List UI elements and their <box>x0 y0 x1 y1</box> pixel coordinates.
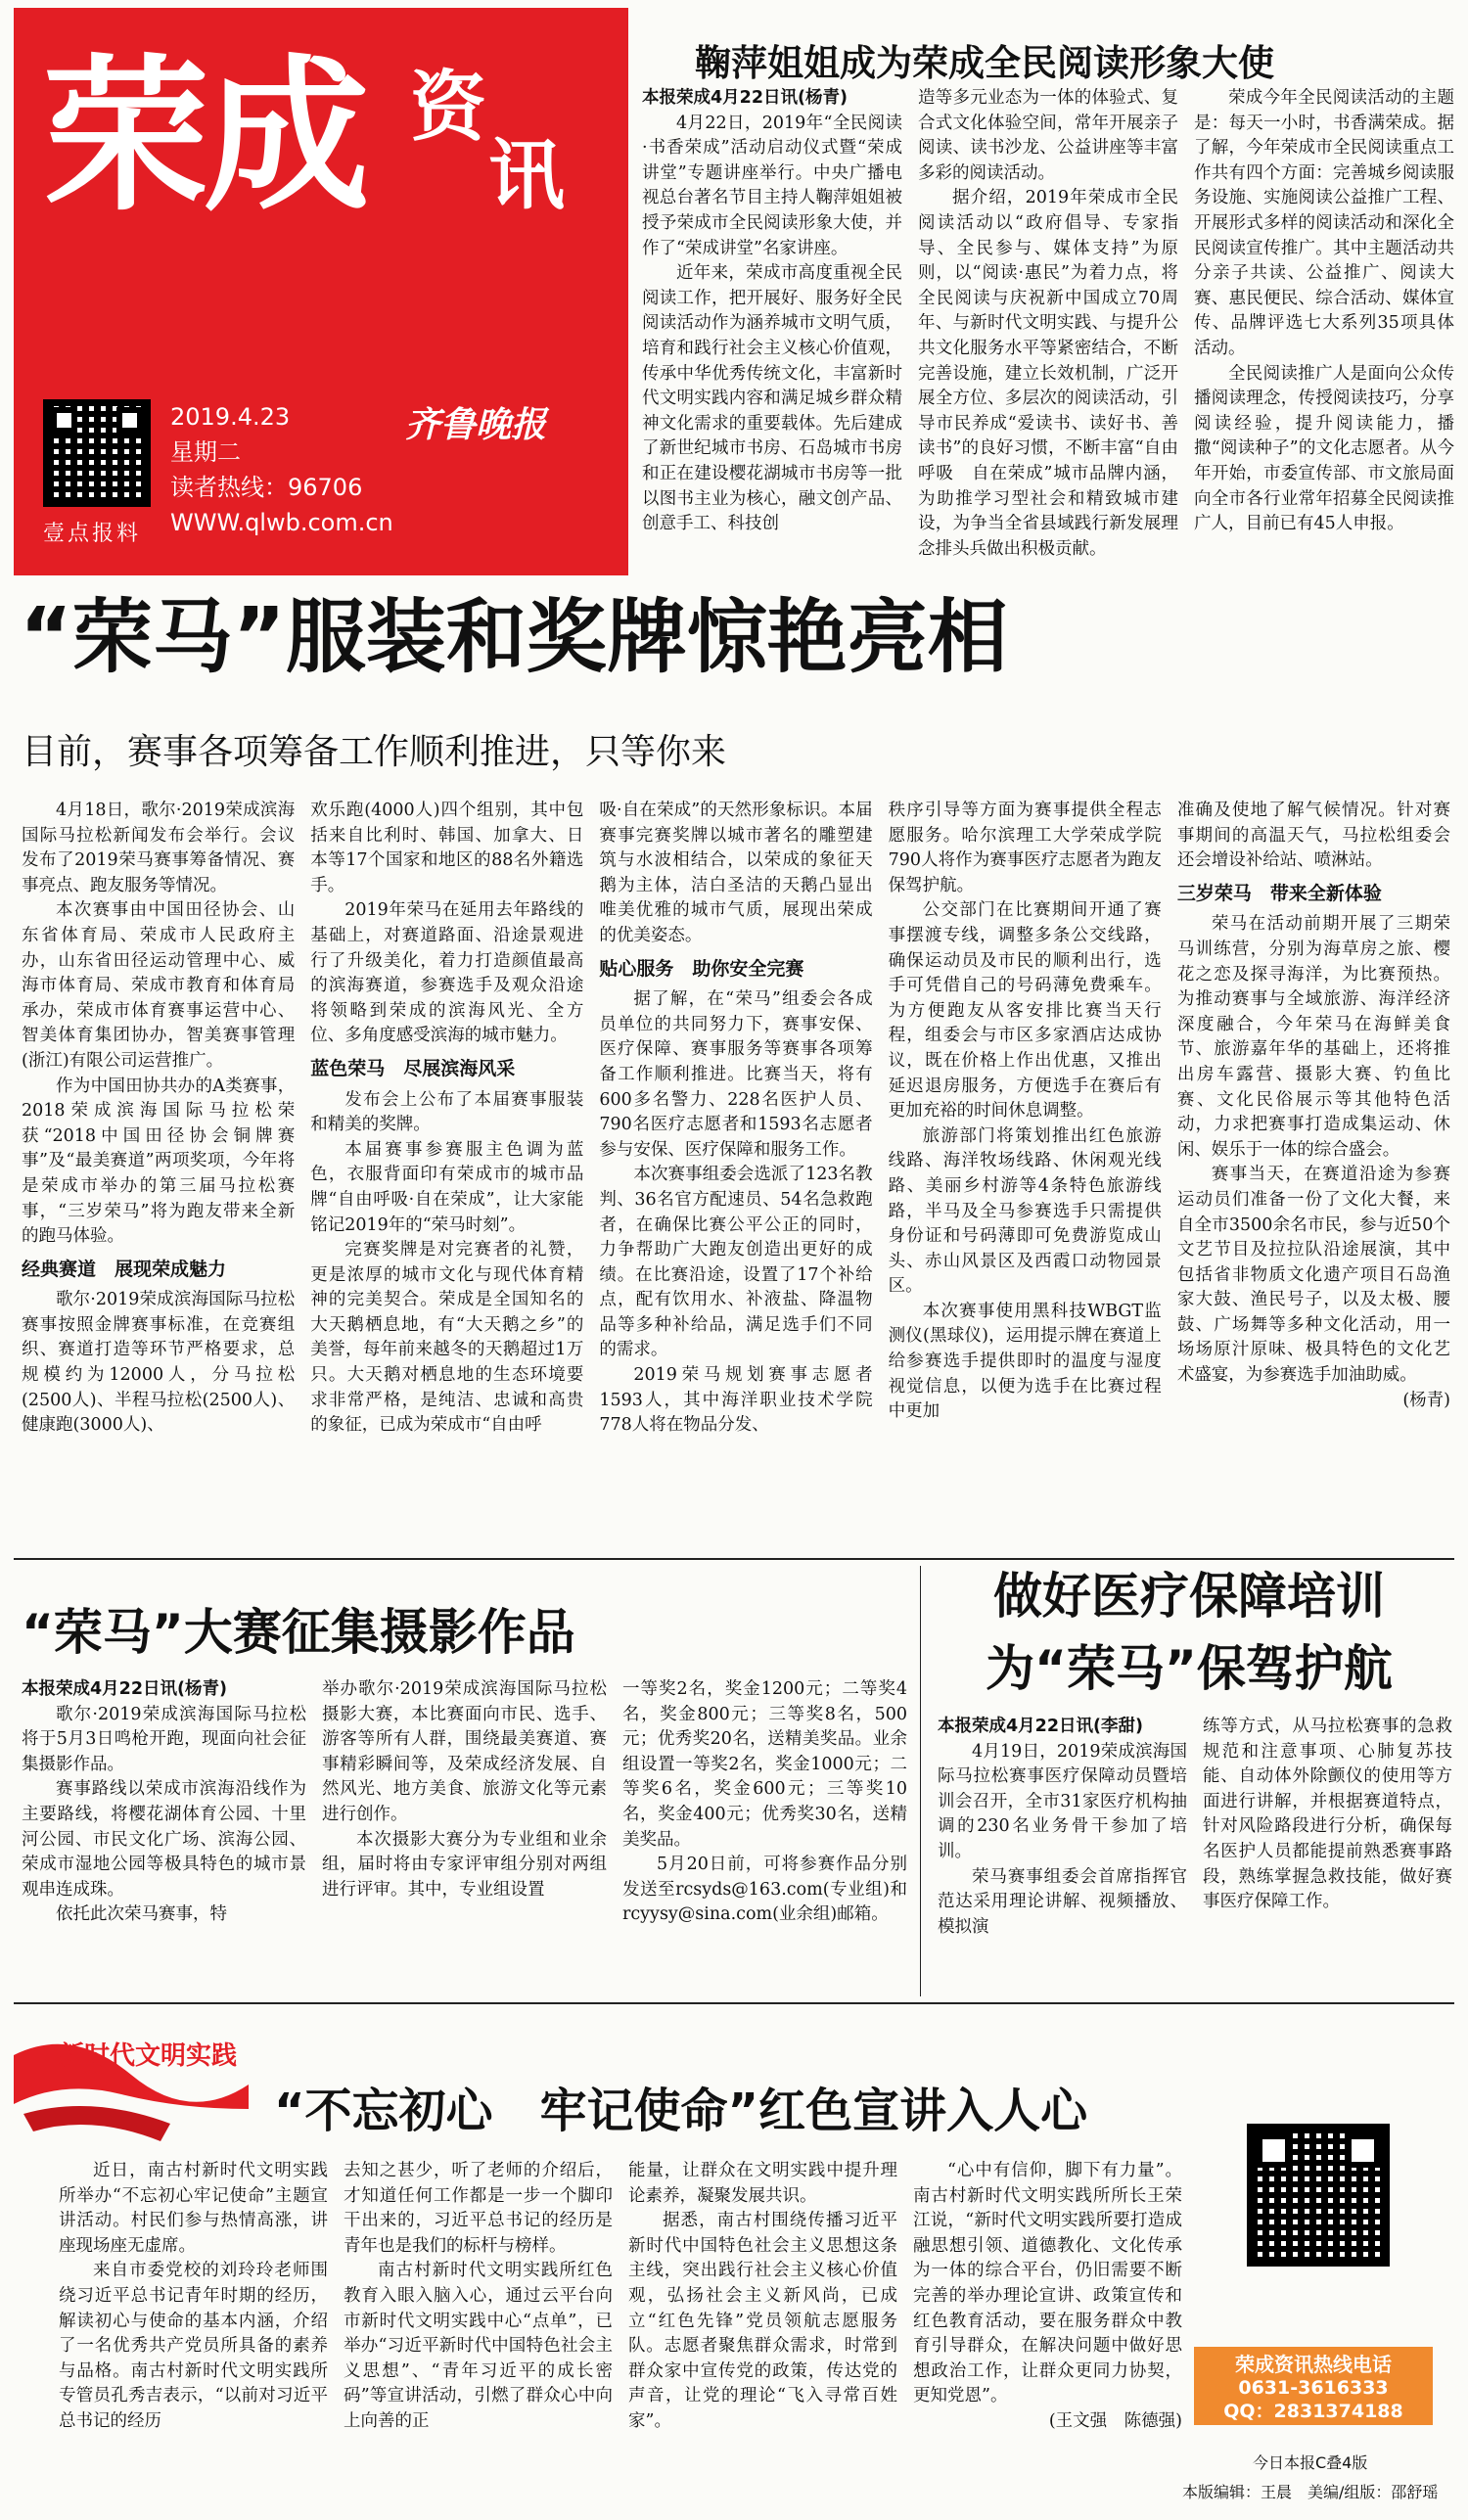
article5-para: 据悉，南古村围绕传播习近平新时代中国特色社会主义思想这条主线，突出践行社会主义核心价值观，弘扬社会主义新风尚，已成立“红色先锋”党员领航志愿服务队。志愿者聚焦群众需求，时常到群众家中宣传党的政策，传达党的声音，让党的理论“飞入寻常百姓家”。 <box>628 2211 897 2431</box>
article2-para: 本次赛事组委会选派了123名教判、36名官方配速员、54名急救跑者，在确保比赛公平公正的同时，力争帮助广大跑友创造出更好的成绩。在比赛沿途，设置了17个补给点，配有饮用水、补液盐、降温物品等多种补给品，满足选手们不同的需求。 <box>599 1165 873 1360</box>
website-link[interactable]: WWW.qlwb.com.cn <box>170 509 393 536</box>
article4-dateline: 本报荣成4月22日讯(李甜) <box>938 1717 1144 1736</box>
article3-dateline: 本报荣成4月22日讯(杨青) <box>22 1679 228 1699</box>
issue-weekday: 星期二 <box>170 438 241 466</box>
article2-para: 准确及使地了解气候情况。针对赛事期间的高温天气，马拉松组委会还会增设补给站、喷淋站。 <box>1176 801 1451 871</box>
masthead-info <box>170 399 393 540</box>
editor-credits: 本版编辑：王晨 美编/组版：邵舒瑶 <box>1182 2483 1439 2501</box>
article2-para: 本届赛事参赛服主色调为蓝色，衣服背面印有荣成市的城市品牌“自由呼吸·自在荣成”，让大家能铭记2019年的“荣马时刻”。 <box>310 1139 584 1235</box>
article1-para: 荣成今年全民阅读活动的主题是：每天一小时，书香满荣成。据了解，今年荣成市全民阅读重点工作共有四个方面：完善城乡阅读服务设施、实施阅读公益推广工程、开展形式多样的阅读活动和深化全民阅读宣传推广。其中主题活动共分亲子共读、公益推广、阅读大赛、惠民便民、综合活动、媒体宣传、品牌评选七大系列35项具体活动。 <box>1194 88 1454 358</box>
article2-para: 4月18日，歌尔·2019荣成滨海国际马拉松新闻发布会举行。会议发布了2019荣马赛事筹备情况、赛事亮点、跑友服务等情况。 <box>22 801 296 895</box>
masthead <box>14 8 628 575</box>
article2-para: 荣马在活动前期开展了三期荣马训练营，分别为海草房之旅、樱花之恋及探寻海洋，为比赛预热。为推动赛事与全域旅游、海洋经济深度融合，今年荣马在海鲜美食节、旅游嘉年华的基础上，还将推出房车露营、摄影大赛、钓鱼比赛、文化民俗展示等其他特色活动，力求把赛事打造成集运动、休闲、娱乐于一体的综合盛会。 <box>1176 914 1451 1160</box>
article4-para: 荣马赛事组委会首席指挥官范达采用理论讲解、视频播放、模拟演 <box>938 1866 1187 1937</box>
article1-body <box>642 86 1454 573</box>
section-label: 新时代文明实践 <box>59 2041 238 2071</box>
article3-para: 举办歌尔·2019荣成滨海国际马拉松摄影大赛，本比赛面向市民、选手、游客等所有人群，围绕最美赛道、赛事精彩瞬间等，及荣成经济发展、自然风光、地方美食、旅游文化等元素进行创作。 <box>322 1679 607 1824</box>
article2-para: 作为中国田协共办的A类赛事，2018荣成滨海国际马拉松荣获“2018中国田径协会铜牌赛事”及“最美赛道”两项奖项，今年将是荣成市举办的第三届马拉松赛事，“三岁荣马”将为跑友带来全新的跑马体验。 <box>22 1076 296 1247</box>
article4-title-line1: 做好医疗保障培训 <box>993 1568 1385 1625</box>
article3-para: 本次摄影大赛分为专业组和业余组，届时将由专家评审组分别对两组进行评审。其中，专业组设置 <box>322 1829 607 1900</box>
article5-body <box>59 2159 1182 2511</box>
logo-sub-1: 资 <box>410 64 487 152</box>
article2-subhead: 经典赛道 展现荣成魅力 <box>22 1258 227 1280</box>
article2-para: 本次赛事由中国田径协会、山东省体育局、荣成市人民政府主办，山东省田径运动管理中心、威海市体育局、荣成市教育和体育局承办，荣成市体育赛事运营中心、智美体育集团协办，智美赛事管理(浙江)有限公司运营推广。 <box>22 900 296 1071</box>
article2-byline: (杨青) <box>1402 1390 1451 1410</box>
article1-para: 近年来，荣成市高度重视全民阅读工作，把开展好、服务好全民阅读活动作为涵养城市文明气质，培育和践行社会主义核心价值观，传承中华优秀传统文化，丰富新时代文明实践内容和满足城乡群众精神文化需求的重要载体。先后建成了新世纪城市书房、石岛城市书房和正在建设樱花湖城市书房等一批以图书主业为核心，融文创产品、创意手工、科技创 <box>642 263 902 534</box>
qr-caption: 壹点报料 <box>43 522 142 546</box>
article2-para: 公交部门在比赛期间开通了赛事摆渡专线，调整多条公交线路，确保运动员及市民的顺利出行，选手可凭借自己的号码薄免费乘车。为方便跑友从客安排比赛当天行程，组委会与市区多家酒店达成协议，既在价格上作出优惠，又推出延迟退房服务，方便选手在赛后有更加充裕的时间休息调整。 <box>888 900 1162 1122</box>
masthead-logo <box>43 40 591 243</box>
article4-body <box>938 1715 1452 1991</box>
article5-para: 近日，南古村新时代文明实践所举办“不忘初心牢记使命”主题宣讲活动。村民们参与热情高涨，讲座现场座无虚席。 <box>59 2161 328 2256</box>
article3-title: “荣马”大赛征集摄影作品 <box>22 1604 575 1661</box>
issue-date: 2019.4.23 <box>170 403 291 431</box>
article2-title: “荣马”服装和奖牌惊艳亮相 <box>20 591 1008 684</box>
article2-subhead: 贴心服务 助你安全完赛 <box>599 957 804 980</box>
hotline-qq: QQ：2831374188 <box>1223 2401 1403 2422</box>
article1-para: 据介绍，2019年荣成市全民阅读活动以“政府倡导、专家指导、全民参与、媒体支持”为原则，以“阅读·惠民”为着力点，将全民阅读与庆祝新中国成立70周年、与新时代文明实践、与提升公共文化服务水平等紧密结合，不断完善设施，建立长效机制，广泛开展全方位、多层次的阅读活动，引导市民养成“爱读书、读好书、善读书”的良好习惯，不断丰富“自由呼吸 自在荣成”城市品牌内涵，为助推学习型社会和精致城市建设，为争当全省县域践行新发展理念排头兵做出积极贡献。 <box>918 188 1178 559</box>
article2-subhead: 蓝色荣马 尽展滨海风采 <box>310 1057 516 1079</box>
article3-para: 赛事路线以荣成市滨海沿线作为主要路线，将樱花湖体育公园、十里河公园、市民文化广场、滨海公园、荣成市湿地公园等极具特色的城市景观串连成珠。 <box>22 1779 306 1900</box>
article5-para: 能量，让群众在文明实践中提升理论素养，凝聚发展共识。 <box>628 2161 897 2206</box>
article5-para: “心中有信仰，脚下有力量”。南古村新时代文明实践所所长王荣江说，“新时代文明实践所要打造成融思想引领、道德教化、文化传承为一体的综合平台，仍旧需要不断完善的举办理论宣讲、政策宣传和红色教育活动，要在服务群众中教育引导群众，在解决问题中做好思想政治工作，让群众更同力协契，更知党恩”。 <box>913 2161 1182 2406</box>
article1-para: 全民阅读推广人是面向公众传播阅读理念，传授阅读技巧，分享阅读经验，提升阅读能力，播撒“阅读种子”的文化志愿者。从今年开始，市委宣传部、市文旅局面向全市各行业常年招募全民阅读推广人，目前已有45人申报。 <box>1194 363 1454 534</box>
article3-para: 一等奖2名，奖金1200元；二等奖4名，奖金800元；三等奖8名，500元；优秀奖20名，送精美奖品。业余组设置一等奖2名，奖金1000元；二等奖6名，奖金600元；三等奖10名，奖金400元；优秀奖30名，送精美奖品。 <box>622 1679 907 1850</box>
section-divider <box>14 2002 1454 2004</box>
article1-title: 鞠萍姐姐成为荣成全民阅读形象大使 <box>695 42 1274 84</box>
hotline-phone: 0631-3616333 <box>1238 2377 1389 2399</box>
article2-para: 2019年荣马在延用去年路线的基础上，对赛道路面、沿途景观进行了升级美化，着力打造颜值最高的滨海赛道，参赛选手及观众沿途将领略到荣成的滨海风光、全方位、多角度感受滨海的城市魅力。 <box>310 900 584 1046</box>
article2-para: 赛事当天，在赛道沿途为参赛运动员们准备一份了文化大餐，来自全市3500余名市民，参与近50个文艺节目及拉拉队沿途展演，其中包括省非物质文化遗产项目石岛渔家大鼓、渔民号子，以及太极、腰鼓、广场舞等多种文化活动，用一场场原汁原味、极具特色的文化艺术盛宴，为参赛选手加油助威。 <box>1176 1165 1451 1386</box>
article2-body <box>22 799 1450 1552</box>
article2-para: 秩序引导等方面为赛事提供全程志愿服务。哈尔滨理工大学荣成学院790人将作为赛事医疗志愿者为跑友保驾护航。 <box>888 801 1162 895</box>
article5-para: 来自市委党校的刘玲玲老师围绕习近平总书记青年时期的经历，解读初心与使命的基本内涵，介绍了一名优秀共产党员所具备的素养与品格。南古村新时代文明实践所专管员孔秀吉表示，“以前对习近平总书记的经历 <box>59 2261 328 2431</box>
column-divider <box>920 1566 921 1996</box>
article3-para: 歌尔·2019荣成滨海国际马拉松将于5月3日鸣枪开跑，现面向社会征集摄影作品。 <box>22 1704 306 1774</box>
partner-logo: 齐鲁晚报 <box>405 404 547 445</box>
article5-byline: (王文强 陈德强) <box>1048 2410 1182 2431</box>
article2-para: 本次赛事使用黑科技WBGT监测仪(黑球仪)，运用提示牌在赛道上给参赛选手提供即时的温度与湿度视觉信息，以便为选手在比赛过程中更加 <box>888 1301 1162 1422</box>
article3-para: 依托此次荣马赛事，特 <box>56 1904 227 1925</box>
logo-main: 荣成 <box>43 40 365 234</box>
footer-qr-code[interactable] <box>1247 2124 1390 2267</box>
article4-para: 练等方式，从马拉松赛事的急救规范和注意事项、心肺复苏技能、自动体外除颤仪的使用等方面进行讲解，并根据赛道特点，针对风险路段进行分析，确保每名医护人员都能提前熟悉赛事路段，熟练掌握急救技能，做好赛事医疗保障工作。 <box>1203 1717 1452 1912</box>
article5-para: 南古村新时代文明实践所红色教育入眼入脑入心，通过云平台向市新时代文明实践中心“点单”，已举办“习近平新时代中国特色社会主义思想”、“青年习近平的成长密码”等宣讲活动，引燃了群众心中向上向善的正 <box>344 2261 613 2431</box>
hotline-title: 荣成资讯热线电话 <box>1235 2353 1392 2376</box>
masthead-qr-code[interactable] <box>43 399 151 507</box>
article2-para: 发布会上公布了本届赛事服装和精美的奖牌。 <box>310 1089 584 1135</box>
article1-para: 4月22日，2019年“全民阅读·书香荣成”活动启动仪式暨“荣成讲堂”专题讲座举行。中央广播电视总台著名节目主持人鞠萍姐姐被授予荣成市全民阅读形象大使，并作了“荣成讲堂”名家讲座。 <box>642 113 902 258</box>
article3-body <box>22 1677 907 1991</box>
section-note: 今日本报C叠4版 <box>1253 2453 1368 2472</box>
article1-para: 造等多元业态为一体的体验式、复合式文化体验空间，常年开展亲子阅读、读书沙龙、公益讲座等丰富多彩的阅读活动。 <box>918 88 1178 183</box>
article3-para: 5月20日前，可将参赛作品分别发送至rcsyds@163.com(专业组)和rcyysy@sina.com(业余组)邮箱。 <box>622 1855 907 1925</box>
article2-para: 欢乐跑(4000人)四个组别，其中包括来自比利时、韩国、加拿大、日本等17个国家和地区的88名外籍选手。 <box>310 801 584 895</box>
article4-title-line2: 为“荣马”保驾护航 <box>986 1640 1393 1697</box>
article2-para: 吸·自在荣成”的天然形象标识。本届赛事完赛奖牌以城市著名的雕塑建筑与水波相结合，以荣成的象征天鹅为主体，洁白圣洁的天鹅凸显出唯美优雅的城市气质，展现出荣成的优美姿态。 <box>599 801 873 945</box>
article2-para: 2019荣马规划赛事志愿者1593人，其中海洋职业技术学院778人将在物品分发、 <box>599 1365 873 1436</box>
article1-dateline: 本报荣成4月22日讯(杨青) <box>642 88 849 108</box>
logo-sub-2: 讯 <box>488 132 566 220</box>
article2-para: 完赛奖牌是对完赛者的礼赞，更是浓厚的城市文化与现代体育精神的完美契合。荣成是全国知名的大天鹅栖息地，有“大天鹅之乡”的美誉，每年前来越冬的天鹅超过1万只。大天鹅对栖息地的生态环境要求非常严格，是纯洁、忠诚和高贵的象征，已成为荣成市“自由呼 <box>310 1240 584 1436</box>
article2-subtitle: 目前，赛事各项筹备工作顺利推进，只等你来 <box>22 732 727 772</box>
hotline-box <box>1194 2347 1433 2425</box>
reader-hotline: 读者热线：96706 <box>170 474 363 501</box>
article5-title: “不忘初心 牢记使命”红色宣讲入人心 <box>274 2084 1088 2138</box>
article4-title <box>930 1560 1448 1705</box>
article2-para: 据了解，在“荣马”组委会各成员单位的共同努力下，赛事安保、医疗保障、赛事服务等赛事各项筹备工作顺利推进。比赛当天，将有600多名警力、228名医护人员、790名医疗志愿者和1593名志愿者参与安保、医疗保障和服务工作。 <box>599 989 873 1160</box>
article4-para: 4月19日，2019荣成滨海国际马拉松赛事医疗保障动员暨培训会召开，全市31家医疗机构抽调的230名业务骨干参加了培训。 <box>938 1741 1187 1861</box>
article2-para: 旅游部门将策划推出红色旅游线路、海洋牧场线路、休闲观光线路、美丽乡村游等4条特色旅游线路，半马及全马参赛选手只需提供身份证和号码薄即可免费游览成山头、赤山风景区及西霞口动物园景区。 <box>888 1125 1162 1297</box>
article2-para: 歌尔·2019荣成滨海国际马拉松赛事按照金牌赛事标准，在竞赛组织、赛道打造等环节严格要求，总规模约为12000人，分马拉松(2500人)、半程马拉松(2500人)、健康跑(3000人)、 <box>22 1290 296 1436</box>
article2-subhead: 三岁荣马 带来全新体验 <box>1176 882 1382 904</box>
article5-para: 去知之甚少，听了老师的介绍后，才知道任何工作都是一步一个脚印干出来的，习近平总书记的经历是青年也是我们的标杆与榜样。 <box>344 2161 613 2256</box>
